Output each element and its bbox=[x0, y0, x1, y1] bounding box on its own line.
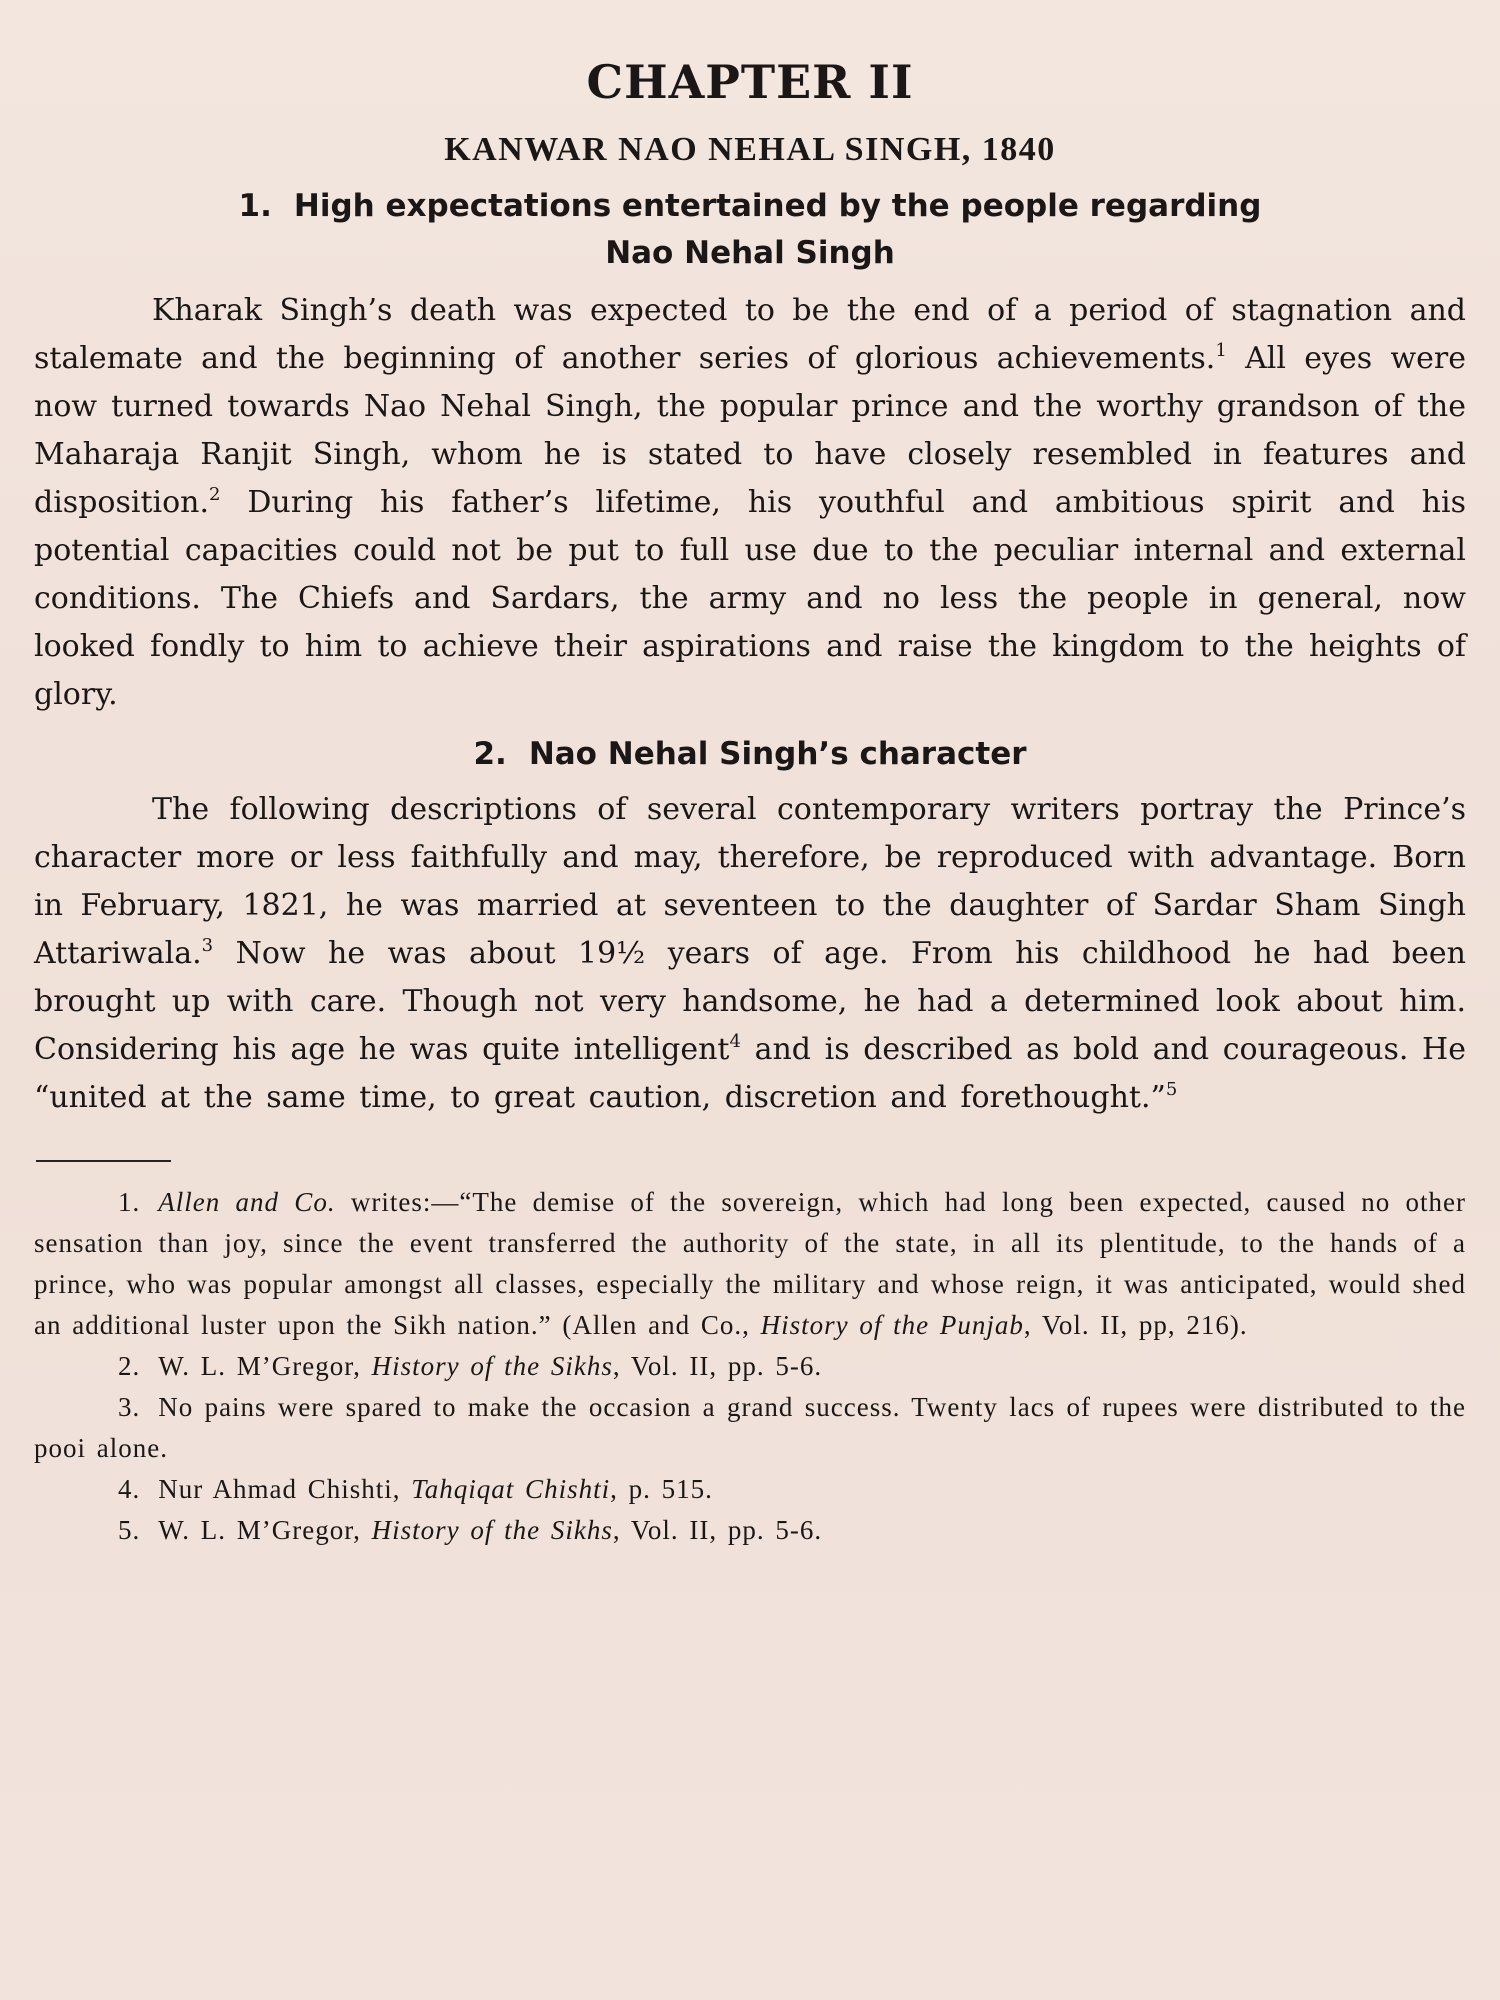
footnote-4-text: Nur Ahmad Chishti, bbox=[158, 1474, 412, 1504]
para-2-text-b: Now he was about 19½ years of age. From his childhood he had been brought up with care. Though not very handsome, he had a determined look about him. Considering his age he was quite intelligent bbox=[34, 936, 1466, 1067]
footnote-4-title: Tahqiqat Chishti bbox=[411, 1474, 611, 1504]
footnote-5-tail: , Vol. II, pp. 5-6. bbox=[612, 1515, 823, 1545]
para-1-text-b: All eyes were now turned towards Nao Nehal Singh, the popular prince and the worthy grandson of the Maharaja Ranjit Singh, whom he is stated to have closely resembled in features and disposition. bbox=[34, 341, 1466, 520]
footnote-ref-1: 1 bbox=[1215, 340, 1227, 361]
footnote-4-number: 4. bbox=[118, 1474, 141, 1504]
para-2-text-a: The following descriptions of several contemporary writers portray the Prince’s character more or less faithfully and may, therefore, be reproduced with advantage. Born in February, 1821, he was married at seventeen to the daughter of Sardar Sham Singh Attariwala. bbox=[34, 792, 1466, 971]
section-1-heading-line1: High expectations entertained by the people regarding bbox=[293, 188, 1262, 224]
section-2-heading-text: Nao Nehal Singh’s character bbox=[528, 736, 1027, 772]
section-2-paragraph bbox=[34, 786, 1466, 1122]
footnote-2-tail: , Vol. II, pp. 5-6. bbox=[612, 1351, 823, 1381]
footnote-2-number: 2. bbox=[118, 1351, 141, 1381]
footnote-2 bbox=[34, 1346, 1466, 1387]
section-1-paragraph bbox=[34, 287, 1466, 719]
footnote-1-text: writes:—“The demise of the sovereign, which had long been expected, caused no other sensation than joy, since the event transferred the authority of the state, in all its plentitude, to the hands of a prince, who was popular amongst all classes, especially the military and whose reign, it was anticipated, would shed an additional luster upon the Sikh nation.” (Allen and Co., bbox=[34, 1187, 1466, 1340]
footnote-4-tail: , p. 515. bbox=[610, 1474, 713, 1504]
section-1-heading bbox=[34, 183, 1466, 277]
chapter-subtitle: KANWAR NAO NEHAL SINGH, 1840 bbox=[444, 131, 1056, 168]
footnote-4 bbox=[34, 1469, 1466, 1510]
footnote-1-tail: , Vol. II, pp, 216). bbox=[1023, 1310, 1248, 1340]
footnote-3-number: 3. bbox=[118, 1392, 141, 1422]
section-1-heading-line2: Nao Nehal Singh bbox=[605, 235, 895, 271]
footnote-5 bbox=[34, 1510, 1466, 1551]
section-2-heading bbox=[34, 731, 1466, 778]
section-1-number: 1. bbox=[238, 188, 272, 224]
footnote-5-text: W. L. M’Gregor, bbox=[158, 1515, 372, 1545]
footnote-5-title: History of the Sikhs bbox=[371, 1515, 613, 1545]
footnotes bbox=[34, 1182, 1466, 1551]
chapter-title: CHAPTER II bbox=[586, 55, 914, 109]
footnote-1-author: Allen and Co. bbox=[158, 1187, 336, 1217]
para-2-text-c: and is described as bold and courageous. He “united at the same time, to great caution, discretion and forethought.” bbox=[34, 1032, 1466, 1115]
footnote-2-text: W. L. M’Gregor, bbox=[158, 1351, 372, 1381]
footnote-3-text: No pains were spared to make the occasion a grand success. Twenty lacs of rupees were distributed to the pooi alone. bbox=[34, 1392, 1466, 1463]
footnote-ref-3: 3 bbox=[201, 935, 214, 956]
footnote-divider bbox=[36, 1160, 171, 1162]
footnote-3 bbox=[34, 1387, 1466, 1469]
footnote-1 bbox=[34, 1182, 1466, 1346]
footnote-ref-4: 4 bbox=[729, 1031, 741, 1052]
para-1-text-a: Kharak Singh’s death was expected to be the end of a period of stagnation and stalemate and the beginning of another series of glorious achievements. bbox=[34, 293, 1466, 376]
section-2-number: 2. bbox=[473, 736, 507, 772]
footnote-ref-2: 2 bbox=[209, 484, 221, 505]
para-1-text-c: During his father’s lifetime, his youthful and ambitious spirit and his potential capacities could not be put to full use due to the peculiar internal and external conditions. The Chiefs and Sardars, the army and no less the people in general, now looked fondly to him to achieve their aspirations and raise the kingdom to the heights of glory. bbox=[34, 485, 1466, 712]
footnote-5-number: 5. bbox=[118, 1515, 141, 1545]
footnote-1-number: 1. bbox=[118, 1187, 141, 1217]
footnote-2-title: History of the Sikhs bbox=[371, 1351, 613, 1381]
footnote-1-title: History of the Punjab bbox=[760, 1310, 1024, 1340]
footnote-ref-5: 5 bbox=[1165, 1079, 1178, 1100]
